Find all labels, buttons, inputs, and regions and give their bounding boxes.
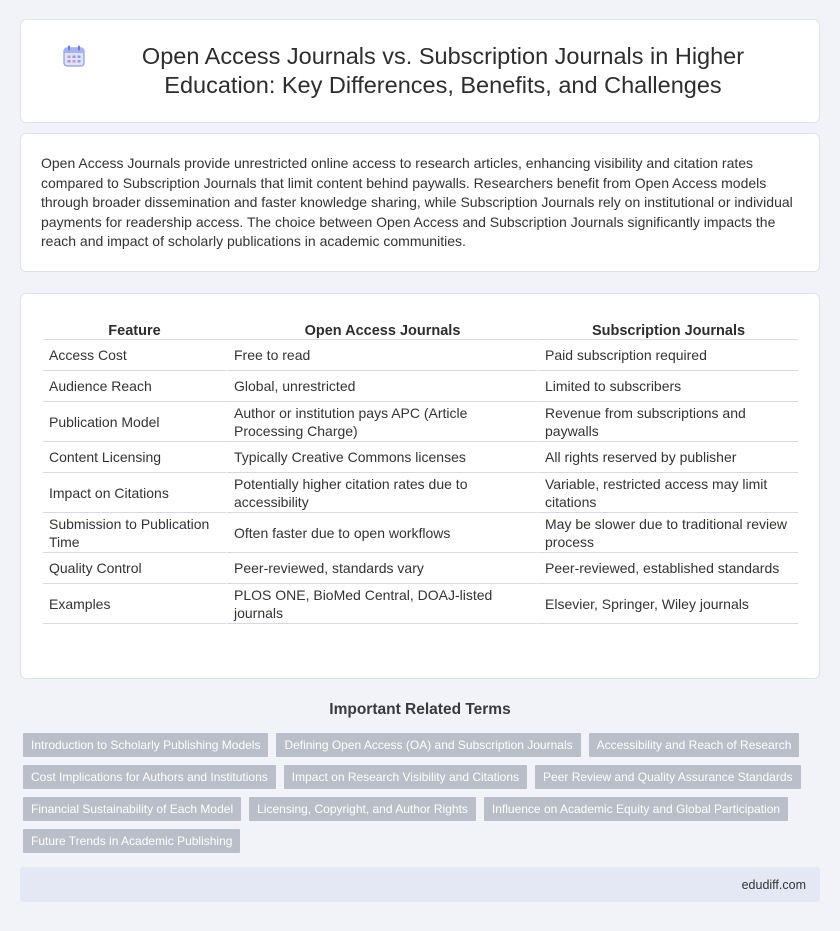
table-cell: Author or institution pays APC (Article Processing Charge) <box>226 402 537 442</box>
table-cell: Content Licensing <box>43 442 226 473</box>
table-cell: PLOS ONE, BioMed Central, DOAJ-listed journals <box>226 584 537 624</box>
table-cell: Access Cost <box>43 340 226 371</box>
table-cell: Potentially higher citation rates due to accessibility <box>226 473 537 513</box>
related-term-tag[interactable]: Accessibility and Reach of Research <box>589 733 800 757</box>
comparison-table-card <box>20 293 820 679</box>
intro-text: Open Access Journals provide unrestricted online access to research articles, enhancing visibility and citation rates compared to Subscription Journals that limit content behind paywalls. Researchers benefit from Open Access models through broader dissemination and faster knowledge sharing, while Subscription Journals rely on institutional or individual payments for readership access. The choice between Open Access and Subscription Journals significantly impacts the reach and impact of scholarly publications in academic communities. <box>41 155 793 249</box>
footer-site-link[interactable]: edudiff.com <box>741 877 806 892</box>
related-term-tag[interactable]: Financial Sustainability of Each Model <box>23 797 241 821</box>
related-terms-title: Important Related Terms <box>329 701 511 718</box>
related-term-tag[interactable]: Licensing, Copyright, and Author Rights <box>249 797 476 821</box>
table-cell: All rights reserved by publisher <box>537 442 798 473</box>
table-row <box>43 371 798 402</box>
page-title: Open Access Journals vs. Subscription Journals in Higher Education: Key Differences, Benefits, and Challenges <box>141 43 745 98</box>
title-card <box>20 19 820 123</box>
table-cell: Examples <box>43 584 226 624</box>
table-cell: Variable, restricted access may limit citations <box>537 473 798 513</box>
related-terms-list <box>23 733 820 853</box>
related-term-tag[interactable]: Introduction to Scholarly Publishing Models <box>23 733 268 757</box>
header-feature: Feature <box>43 316 226 340</box>
header-subscription: Subscription Journals <box>537 316 798 340</box>
table-cell: Quality Control <box>43 553 226 584</box>
table-cell: Impact on Citations <box>43 473 226 513</box>
table-row <box>43 340 798 371</box>
table-row <box>43 553 798 584</box>
table-cell: Revenue from subscriptions and paywalls <box>537 402 798 442</box>
related-term-tag[interactable]: Cost Implications for Authors and Institutions <box>23 765 276 789</box>
related-term-tag[interactable]: Impact on Research Visibility and Citations <box>284 765 527 789</box>
table-row <box>43 584 798 624</box>
table-cell: Often faster due to open workflows <box>226 513 537 553</box>
table-cell: May be slower due to traditional review process <box>537 513 798 553</box>
header-open-access: Open Access Journals <box>226 316 537 340</box>
table-cell: Publication Model <box>43 402 226 442</box>
related-term-tag[interactable]: Defining Open Access (OA) and Subscription Journals <box>276 733 580 757</box>
related-term-tag[interactable]: Future Trends in Academic Publishing <box>23 829 240 853</box>
related-term-tag[interactable]: Peer Review and Quality Assurance Standards <box>535 765 800 789</box>
table-cell: Limited to subscribers <box>537 371 798 402</box>
related-term-tag[interactable]: Influence on Academic Equity and Global Participation <box>484 797 788 821</box>
table-row <box>43 473 798 513</box>
table-cell: Typically Creative Commons licenses <box>226 442 537 473</box>
table-cell: Elsevier, Springer, Wiley journals <box>537 584 798 624</box>
table-cell: Peer-reviewed, established standards <box>537 553 798 584</box>
intro-card <box>20 133 820 272</box>
table-cell: Free to read <box>226 340 537 371</box>
table-cell: Global, unrestricted <box>226 371 537 402</box>
table-header-row <box>43 316 798 340</box>
calendar-icon <box>61 43 87 69</box>
table-row <box>43 513 798 553</box>
title-wrap <box>61 42 779 100</box>
footer <box>20 867 820 902</box>
table-cell: Submission to Publication Time <box>43 513 226 553</box>
table-cell: Peer-reviewed, standards vary <box>226 553 537 584</box>
comparison-table <box>43 316 798 624</box>
table-cell: Paid subscription required <box>537 340 798 371</box>
table-row <box>43 442 798 473</box>
table-cell: Audience Reach <box>43 371 226 402</box>
table-row <box>43 402 798 442</box>
